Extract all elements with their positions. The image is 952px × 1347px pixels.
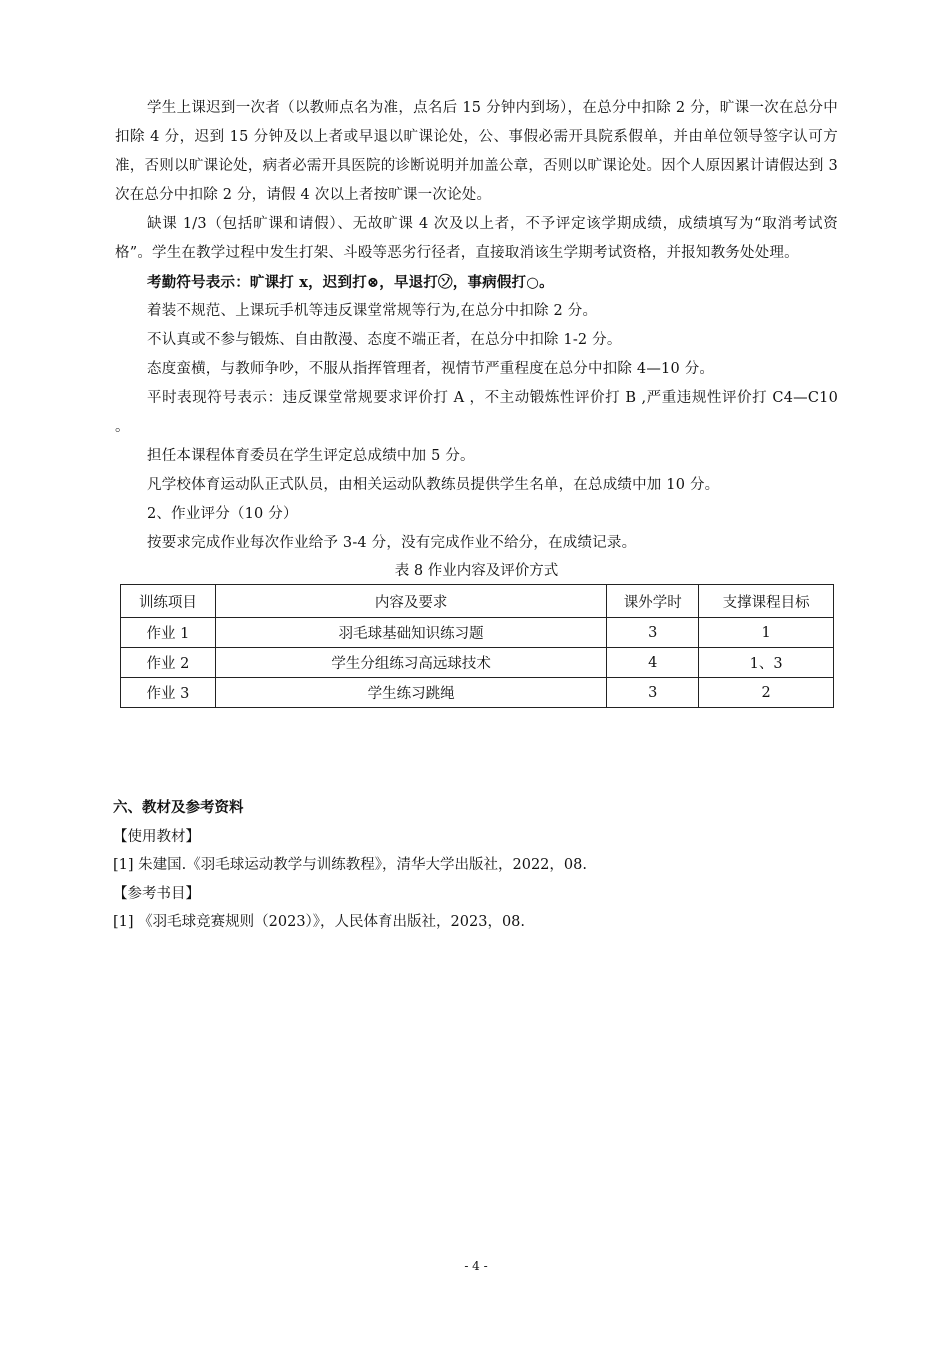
table-cell: 作业 3 — [121, 678, 216, 708]
attendance-rules-paragraph: 学生上课迟到一次者（以教师点名为准，点名后 15 分钟内到场），在总分中扣除 2 分，旷课一次在总分中扣除 4 分，迟到 15 分钟及以上者或早退以旷课论处，公、事假必需开具院系假单，并由单位领导签字认可方准，否则以旷课论处，病者必需开具医院的诊断说明并加盖公章，否则以旷课论处。因个人原因累计请假达到 3 次在总分中扣除 2 分，请假 4 次以上者按旷课一次论处。 — [115, 100, 838, 203]
table-cell: 3 — [607, 678, 699, 708]
absence-disqualification-paragraph: 缺课 1/3（包括旷课和请假）、无故旷课 4 次及以上者，不予评定该学期成绩，成绩填写为“取消考试资格”。学生在教学过程中发生打架、斗殴等恶劣行径者，直接取消该生学期考试资格，并报知教务处处理。 — [115, 216, 838, 261]
table-cell: 1 — [699, 618, 834, 648]
table-cell: 学生练习跳绳 — [215, 678, 606, 708]
textbooks-section — [113, 794, 836, 937]
table-cell: 4 — [607, 648, 699, 678]
section-title: 六、教材及参考资料 — [113, 799, 244, 816]
table-row — [121, 678, 834, 708]
exercise-attitude-paragraph: 不认真或不参与锻炼、自由散漫、态度不端正者，在总分中扣除 1-2 分。 — [147, 332, 622, 348]
table-header-cell: 支撑课程目标 — [699, 585, 834, 618]
behavior-paragraph: 态度蛮横，与教师争吵，不服从指挥管理者，视情节严重程度在总分中扣除 4—10 分。 — [147, 361, 715, 377]
table-cell: 羽毛球基础知识练习题 — [215, 618, 606, 648]
table-cell: 作业 1 — [121, 618, 216, 648]
attendance-symbols-paragraph: 考勤符号表示：旷课打 x，迟到打⊗，早退打㋞，事病假打○。 — [147, 274, 554, 291]
reference-label: 【参考书目】 — [113, 885, 200, 902]
table-header-cell: 内容及要求 — [215, 585, 606, 618]
page-number: - 4 - — [464, 1259, 488, 1273]
table-cell: 2 — [699, 678, 834, 708]
homework-table — [120, 584, 834, 708]
table-header-cell: 训练项目 — [121, 585, 216, 618]
body-text — [115, 94, 838, 708]
homework-grading-heading: 2、作业评分（10 分） — [147, 506, 298, 522]
table-caption: 表 8 作业内容及评价方式 — [394, 563, 559, 579]
sports-committee-paragraph: 担任本课程体育委员在学生评定总成绩中加 5 分。 — [147, 448, 475, 464]
table-cell: 3 — [607, 618, 699, 648]
performance-symbols-paragraph: 平时表现符号表示：违反课堂常规要求评价打 A ，不主动锻炼性评价打 B ,严重违规性评价打 C4—C10 。 — [115, 390, 838, 435]
textbook-item: [1] 朱建国.《羽毛球运动教学与训练教程》，清华大学出版社，2022，08. — [113, 857, 587, 873]
sports-team-paragraph: 凡学校体育运动队正式队员，由相关运动队教练员提供学生名单，在总成绩中加 10 分。 — [147, 477, 720, 493]
table-row — [121, 618, 834, 648]
dress-code-paragraph: 着装不规范、上课玩手机等违反课堂常规等行为,在总分中扣除 2 分。 — [147, 303, 598, 319]
table-header-row — [121, 585, 834, 618]
reference-item: [1] 《羽毛球竞赛规则（2023）》，人民体育出版社，2023，08. — [113, 914, 526, 930]
table-cell: 1、3 — [699, 648, 834, 678]
table-cell: 学生分组练习高远球技术 — [215, 648, 606, 678]
table-cell: 作业 2 — [121, 648, 216, 678]
table-row — [121, 648, 834, 678]
homework-grading-paragraph: 按要求完成作业每次作业给予 3-4 分，没有完成作业不给分，在成绩记录。 — [147, 535, 637, 551]
table-header-cell: 课外学时 — [607, 585, 699, 618]
textbook-label: 【使用教材】 — [113, 828, 200, 845]
